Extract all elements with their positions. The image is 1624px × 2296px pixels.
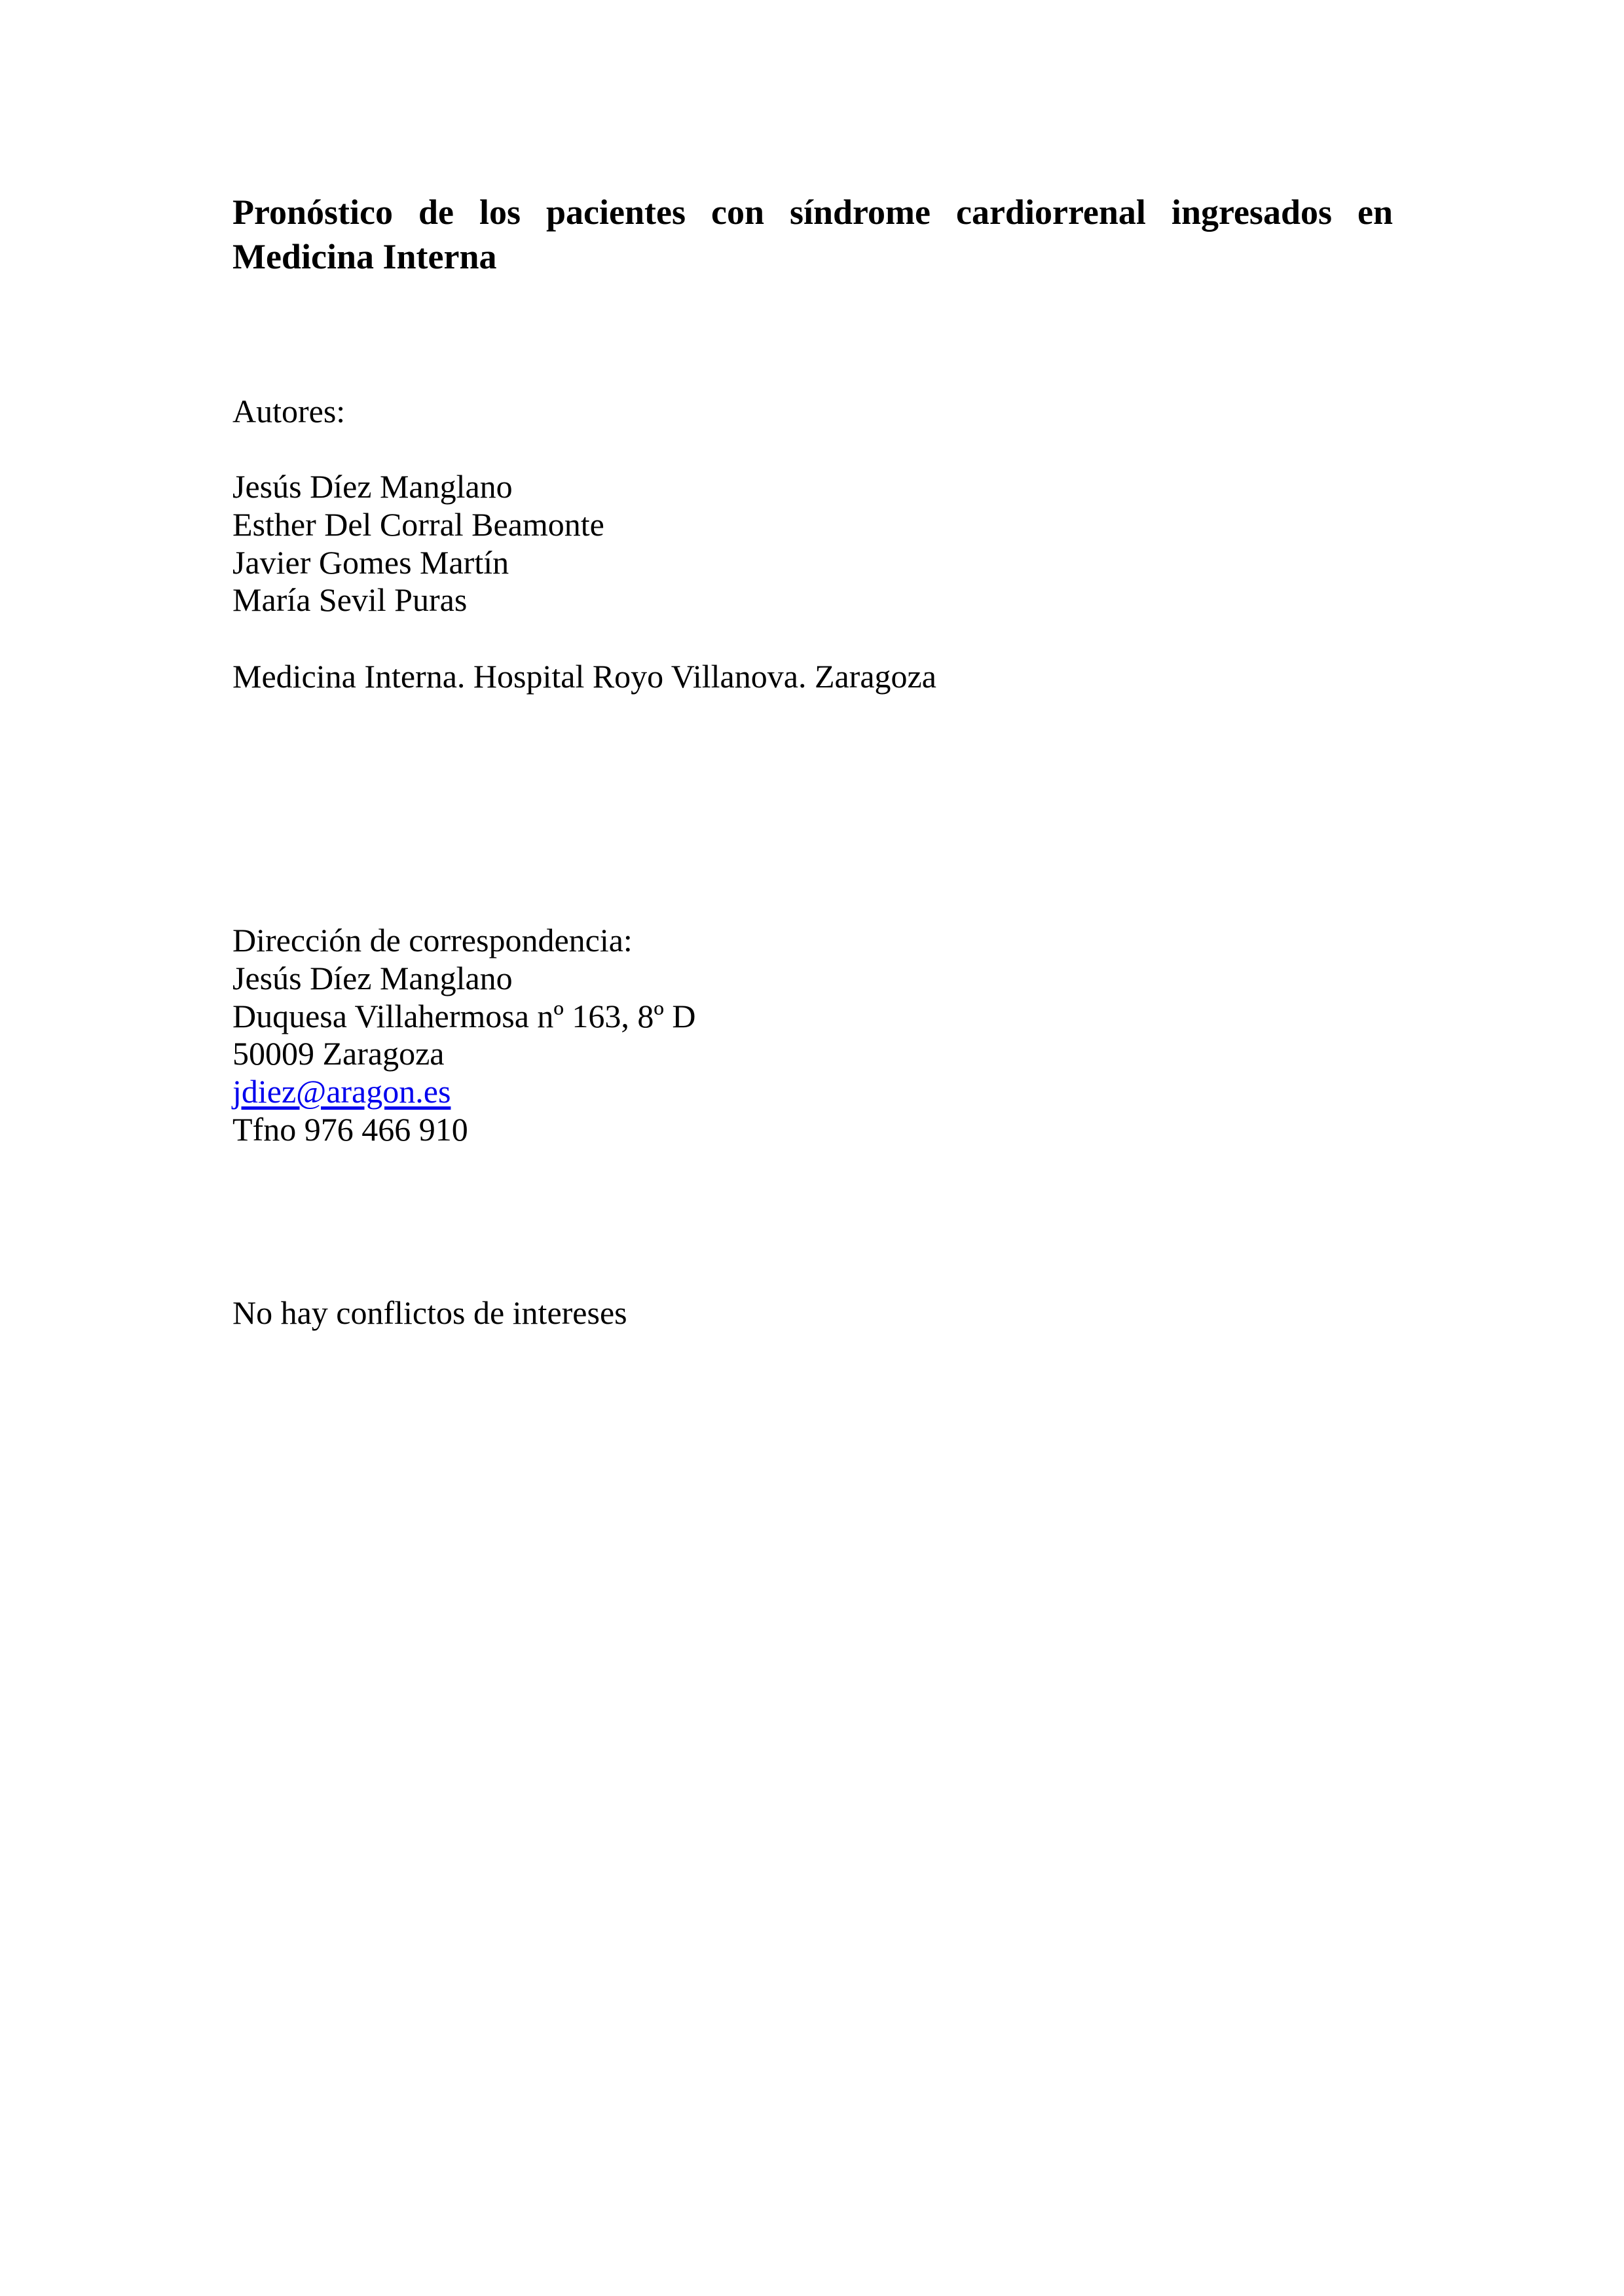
email-link[interactable]: jdiez@aragon.es <box>232 1073 451 1110</box>
author-name: Jesús Díez Manglano <box>232 468 513 505</box>
correspondence-phone: Tfno 976 466 910 <box>232 1111 468 1148</box>
correspondence-name: Jesús Díez Manglano <box>232 960 513 996</box>
title-line-2: Medicina Interna <box>232 237 497 276</box>
author-name: María Sevil Puras <box>232 581 468 618</box>
conflicts-statement: No hay conflictos de intereses <box>232 1294 627 1331</box>
author-name: Esther Del Corral Beamonte <box>232 506 604 543</box>
correspondence-email-line <box>232 1072 451 1110</box>
correspondence-heading: Dirección de correspondencia: <box>232 922 633 958</box>
author-name: Javier Gomes Martín <box>232 544 509 581</box>
authors-heading: Autores: <box>232 393 346 429</box>
affiliation: Medicina Interna. Hospital Royo Villanova. Zaragoza <box>232 658 936 695</box>
title-line-1: Pronóstico de los pacientes con síndrome cardiorrenal ingresados en <box>232 192 1393 232</box>
correspondence-city: 50009 Zaragoza <box>232 1035 445 1072</box>
document-title <box>232 190 1393 279</box>
correspondence-street: Duquesa Villahermosa nº 163, 8º D <box>232 998 696 1034</box>
